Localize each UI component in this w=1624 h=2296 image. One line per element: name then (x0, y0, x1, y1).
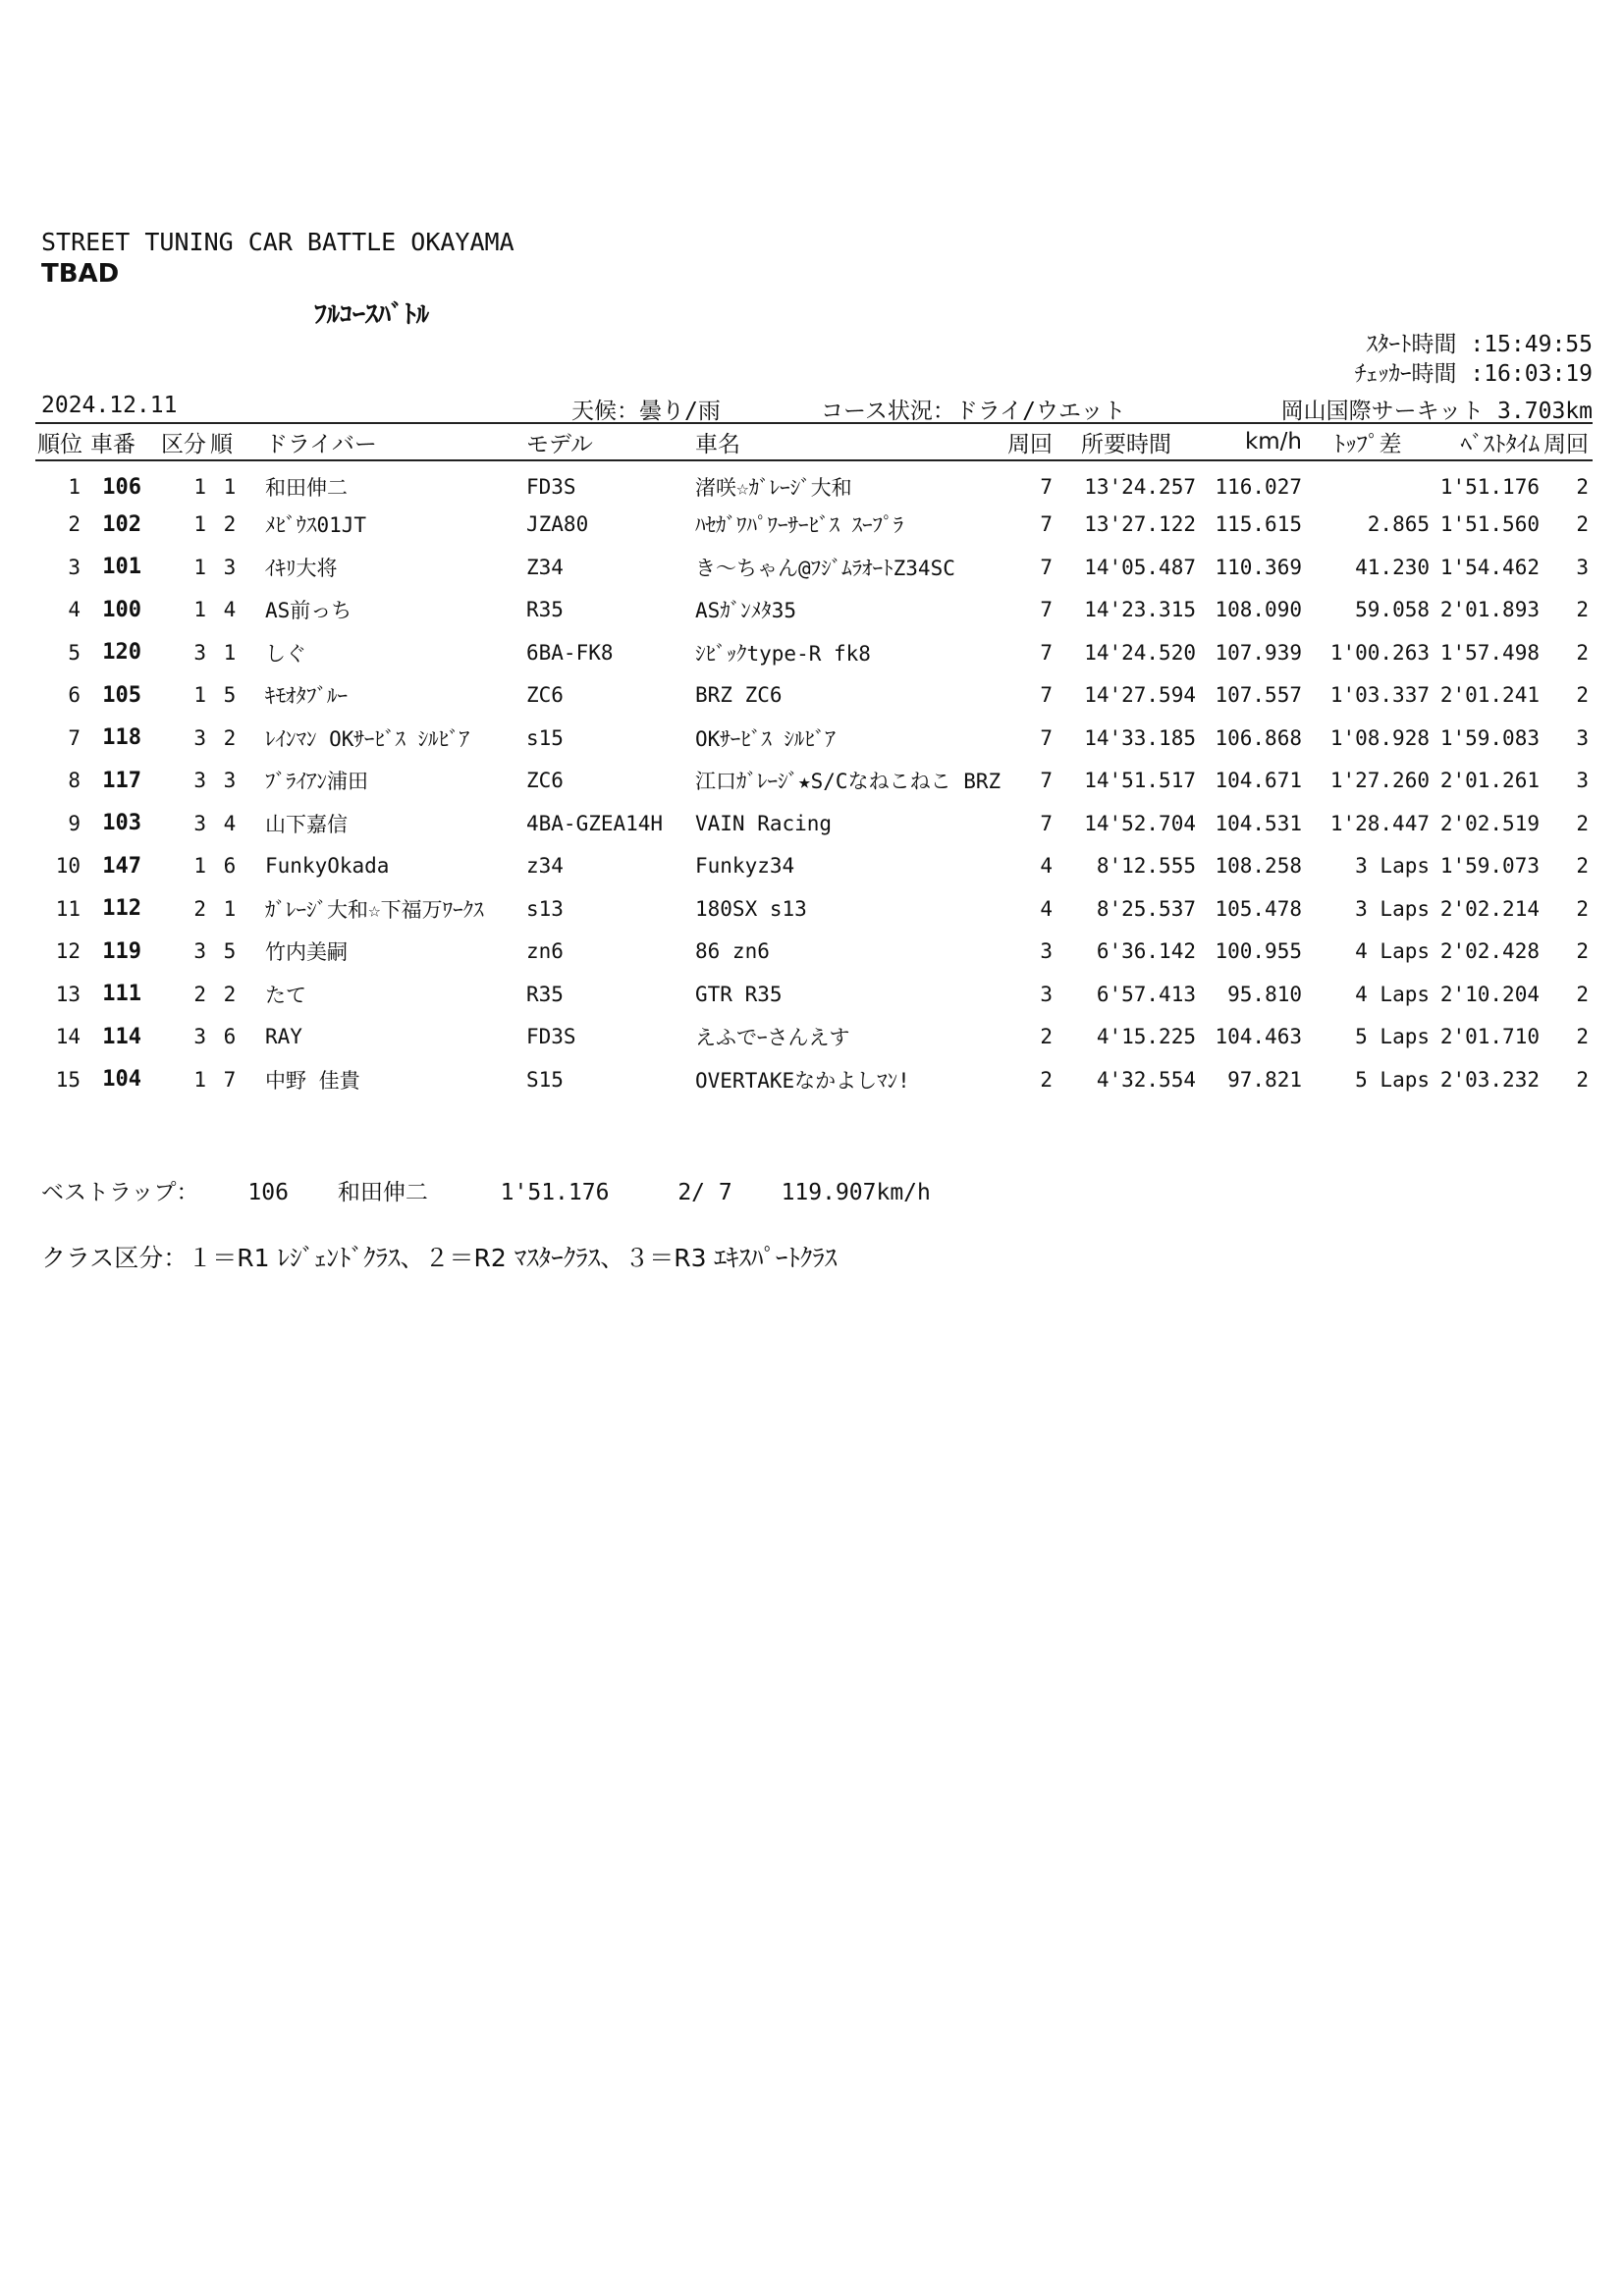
cell-best-time: 2'01.710 (1439, 1025, 1540, 1049)
cell-model: ZC6 (526, 683, 564, 708)
cell-model: S15 (526, 1067, 564, 1092)
table-row (35, 1058, 1593, 1101)
event-title: STREET TUNING CAR BATTLE OKAYAMA (41, 228, 514, 256)
cell-car-number: 112 (102, 896, 141, 922)
cell-laps: 7 (1040, 683, 1053, 708)
table-row (35, 760, 1593, 803)
cell-pos: 3 (68, 555, 81, 579)
cell-pos: 6 (68, 683, 81, 708)
table-row (35, 845, 1593, 888)
cell-class: 1 (193, 512, 206, 537)
cell-pos: 4 (68, 598, 81, 622)
cell-laps: 7 (1040, 598, 1053, 622)
cell-total-time: 14'33.185 (1084, 725, 1196, 750)
col-laps: 周回 (1005, 423, 1055, 460)
cell-car-number: 103 (102, 811, 141, 836)
cell-speed: 100.955 (1215, 939, 1302, 964)
cell-gap: 1'00.263 (1329, 640, 1430, 665)
cell-gap: 5 Laps (1355, 1067, 1430, 1092)
cell-total-time: 6'36.142 (1096, 939, 1196, 964)
cell-car-number: 104 (102, 1067, 141, 1093)
cell-car-name: えふでｰさんえす (695, 1026, 850, 1050)
cell-speed: 110.369 (1215, 555, 1302, 579)
cell-model: JZA80 (526, 512, 589, 537)
col-speed: km/h (1198, 423, 1304, 460)
cell-car-name: GTR R35 (695, 982, 783, 1006)
cell-speed: 107.939 (1215, 640, 1302, 665)
cell-gap: 3 Laps (1355, 896, 1430, 921)
cell-pos: 7 (68, 725, 81, 750)
cell-best-time: 1'54.462 (1439, 555, 1540, 579)
cell-class-position: 4 (223, 811, 237, 835)
cell-speed: 97.821 (1227, 1067, 1302, 1092)
col-position: 順位 (35, 423, 82, 460)
cell-car-name: ｼﾋﾞｯｸtype-R fk8 (695, 641, 871, 666)
cell-best-lap: 2 (1576, 598, 1589, 622)
cell-class: 1 (193, 1067, 206, 1092)
cell-driver: ﾒﾋﾞｳｽ01JT (265, 513, 367, 538)
cell-class: 1 (193, 475, 206, 500)
col-class-position: 順 (208, 423, 251, 460)
cell-best-time: 2'03.232 (1439, 1067, 1540, 1092)
table-row (35, 546, 1593, 589)
cell-gap: 1'28.447 (1329, 811, 1430, 835)
cell-car-name: Funkyz34 (695, 854, 795, 879)
cell-car-name: 渚咲☆ｶﾞﾚｰｼﾞ大和 (695, 476, 852, 501)
cell-total-time: 14'51.517 (1084, 769, 1196, 793)
race-date: 2024.12.11 (41, 393, 178, 418)
cell-speed: 115.615 (1215, 512, 1302, 537)
cell-pos: 8 (68, 769, 81, 793)
cell-total-time: 13'27.122 (1084, 512, 1196, 537)
best-lap-car: 106 (247, 1180, 289, 1205)
cell-best-lap: 3 (1576, 725, 1589, 750)
cell-speed: 107.557 (1215, 683, 1302, 708)
cell-best-lap: 2 (1576, 640, 1589, 665)
cell-model: ZC6 (526, 769, 564, 793)
best-lap-driver: 和田伸二 (337, 1180, 428, 1205)
cell-best-lap: 2 (1576, 1067, 1589, 1092)
cell-driver: ｲｷﾘ大将 (265, 556, 338, 580)
cell-car-number: 147 (102, 853, 141, 879)
cell-driver: 山下嘉信 (265, 812, 348, 836)
cell-laps: 2 (1040, 1067, 1053, 1092)
cell-pos: 2 (68, 512, 81, 537)
cell-car-name: VAIN Racing (695, 811, 833, 835)
cell-car-name: き～ちゃん@ﾌｼﾞﾑﾗｵｰﾄZ34SC (695, 556, 955, 580)
cell-speed: 105.478 (1215, 896, 1302, 921)
table-row (35, 589, 1593, 632)
cell-laps: 3 (1040, 939, 1053, 964)
cell-class-position: 2 (223, 982, 237, 1006)
col-car-name: 車名 (693, 423, 1005, 460)
race-name: ﾌﾙｺｰｽﾊﾞﾄﾙ (314, 300, 430, 330)
class-note: クラス区分：１＝R1 ﾚｼﾞｪﾝﾄﾞｸﾗｽ、２＝R2 ﾏｽﾀｰｸﾗｽ、３＝R3 ｴｷｽﾊﾟｰﾄｸﾗｽ (41, 1244, 838, 1272)
cell-pos: 12 (55, 939, 81, 964)
circuit-name: 岡山国際サーキット 3.703km (1280, 399, 1593, 424)
cell-speed: 104.531 (1215, 811, 1302, 835)
cell-total-time: 6'57.413 (1096, 982, 1196, 1006)
cell-laps: 3 (1040, 982, 1053, 1006)
col-class: 区分 (143, 423, 208, 460)
col-best-lap: 周回 (1542, 423, 1593, 460)
cell-gap: 2.865 (1367, 512, 1430, 537)
col-model: モデル (524, 423, 693, 460)
results-table (35, 422, 1593, 1101)
session-times (1355, 330, 1593, 389)
cell-class: 3 (193, 1025, 206, 1049)
best-lap-lap: 2/ 7 (677, 1180, 732, 1205)
cell-model: 4BA-GZEA14H (526, 811, 664, 835)
cell-laps: 4 (1040, 896, 1053, 921)
cell-best-lap: 2 (1576, 1025, 1589, 1049)
cell-gap: 1'03.337 (1329, 683, 1430, 708)
cell-total-time: 4'15.225 (1096, 1025, 1196, 1049)
cell-driver: たて (265, 983, 306, 1007)
cell-driver: ｷﾓｵﾀﾌﾞﾙｰ (265, 684, 348, 709)
cell-model: zn6 (526, 939, 564, 964)
best-lap-label: ベストラップ： (41, 1180, 199, 1205)
cell-driver: ｶﾞﾚｰｼﾞ大和☆下福万ﾜｰｸｽ (265, 897, 484, 922)
cell-class-position: 5 (223, 683, 237, 708)
start-time: ｽﾀｰﾄ時間 :15:49:55 (1366, 332, 1593, 357)
cell-class-position: 2 (223, 512, 237, 537)
cell-gap: 4 Laps (1355, 939, 1430, 964)
table-header-row (35, 423, 1593, 460)
weather: 天候：曇り/雨 (571, 399, 721, 424)
cell-car-number: 120 (102, 640, 141, 666)
cell-car-number: 100 (102, 597, 141, 622)
cell-best-time: 1'51.560 (1439, 512, 1540, 537)
cell-class-position: 6 (223, 1025, 237, 1049)
cell-class-position: 4 (223, 598, 237, 622)
table-row (35, 674, 1593, 718)
cell-best-lap: 2 (1576, 939, 1589, 964)
cell-model: s13 (526, 896, 564, 921)
best-lap-speed: 119.907km/h (781, 1180, 931, 1205)
best-lap-line (41, 1174, 966, 1206)
cell-total-time: 14'05.487 (1084, 555, 1196, 579)
cell-gap: 5 Laps (1355, 1025, 1430, 1049)
cell-class: 3 (193, 939, 206, 964)
table-row (35, 631, 1593, 674)
cell-driver: AS前っち (265, 599, 352, 623)
cell-best-time: 1'59.083 (1439, 725, 1540, 750)
cell-best-time: 2'10.204 (1439, 982, 1540, 1006)
col-gap: ﾄｯﾌﾟ差 (1304, 423, 1432, 460)
table-row (35, 1016, 1593, 1059)
cell-class: 1 (193, 598, 206, 622)
series-name: TBAD (41, 259, 120, 289)
cell-total-time: 4'32.554 (1096, 1067, 1196, 1092)
cell-driver: ﾚｲﾝﾏﾝ OKｻｰﾋﾞｽ ｼﾙﾋﾞｱ (265, 726, 470, 751)
cell-model: FD3S (526, 1025, 576, 1049)
col-driver: ドライバー (251, 423, 524, 460)
best-lap-time: 1'51.176 (500, 1180, 610, 1205)
cell-class-position: 1 (223, 896, 237, 921)
cell-driver: RAY (265, 1025, 302, 1049)
cell-car-name: ﾊｾｶﾞﾜﾊﾟﾜｰｻｰﾋﾞｽ ｽｰﾌﾟﾗ (695, 513, 904, 538)
cell-class: 3 (193, 725, 206, 750)
cell-driver: FunkyOkada (265, 854, 390, 879)
cell-class: 2 (193, 896, 206, 921)
cell-best-lap: 3 (1576, 769, 1589, 793)
cell-laps: 7 (1040, 555, 1053, 579)
cell-model: s15 (526, 725, 564, 750)
cell-model: Z34 (526, 555, 564, 579)
cell-best-lap: 2 (1576, 811, 1589, 835)
cell-total-time: 14'27.594 (1084, 683, 1196, 708)
cell-class-position: 1 (223, 640, 237, 665)
cell-total-time: 14'23.315 (1084, 598, 1196, 622)
cell-gap: 59.058 (1355, 598, 1430, 622)
cell-best-lap: 2 (1576, 896, 1589, 921)
table-row (35, 887, 1593, 931)
cell-speed: 104.671 (1215, 769, 1302, 793)
cell-best-lap: 2 (1576, 683, 1589, 708)
cell-car-name: 86 zn6 (695, 939, 770, 964)
cell-class: 1 (193, 555, 206, 579)
cell-laps: 7 (1040, 725, 1053, 750)
info-line (41, 393, 1593, 424)
cell-pos: 10 (55, 854, 81, 879)
table-row (35, 973, 1593, 1016)
col-total-time: 所要時間 (1055, 423, 1198, 460)
cell-best-time: 1'59.073 (1439, 854, 1540, 879)
cell-gap: 1'27.260 (1329, 769, 1430, 793)
cell-car-name: OKｻｰﾋﾞｽ ｼﾙﾋﾞｱ (695, 726, 836, 751)
cell-best-lap: 2 (1576, 475, 1589, 500)
cell-class: 1 (193, 854, 206, 879)
cell-class: 3 (193, 811, 206, 835)
cell-speed: 116.027 (1215, 475, 1302, 500)
cell-laps: 7 (1040, 811, 1053, 835)
table-row (35, 802, 1593, 845)
cell-car-name: ASｶﾞﾝﾒﾀ35 (695, 599, 797, 623)
cell-car-number: 119 (102, 938, 141, 964)
cell-best-time: 2'02.428 (1439, 939, 1540, 964)
cell-best-time: 2'01.261 (1439, 769, 1540, 793)
col-best-time: ﾍﾞｽﾄﾀｲﾑ (1432, 423, 1542, 460)
cell-pos: 9 (68, 811, 81, 835)
cell-total-time: 8'12.555 (1096, 854, 1196, 879)
cell-laps: 7 (1040, 475, 1053, 500)
table-row (35, 931, 1593, 974)
cell-best-time: 1'51.176 (1439, 475, 1540, 500)
cell-total-time: 14'24.520 (1084, 640, 1196, 665)
cell-car-number: 111 (102, 982, 141, 1007)
cell-car-number: 106 (102, 474, 141, 500)
cell-car-number: 105 (102, 682, 141, 708)
cell-driver: 竹内美嗣 (265, 940, 348, 965)
cell-class-position: 1 (223, 475, 237, 500)
cell-class-position: 3 (223, 555, 237, 579)
cell-car-number: 101 (102, 555, 141, 580)
cell-model: 6BA-FK8 (526, 640, 614, 665)
cell-best-time: 2'02.214 (1439, 896, 1540, 921)
cell-speed: 95.810 (1227, 982, 1302, 1006)
cell-class-position: 3 (223, 769, 237, 793)
cell-pos: 5 (68, 640, 81, 665)
cell-driver: ﾌﾞﾗｲｱﾝ浦田 (265, 770, 368, 794)
cell-car-name: 江口ｶﾞﾚｰｼﾞ★S/Cなねこねこ BRZ (695, 770, 1001, 794)
cell-best-time: 2'01.893 (1439, 598, 1540, 622)
cell-class: 3 (193, 640, 206, 665)
cell-model: FD3S (526, 475, 576, 500)
table-row (35, 504, 1593, 547)
cell-car-number: 114 (102, 1024, 141, 1049)
cell-speed: 104.463 (1215, 1025, 1302, 1049)
cell-laps: 7 (1040, 512, 1053, 537)
table-row (35, 460, 1593, 504)
cell-speed: 108.258 (1215, 854, 1302, 879)
cell-best-time: 2'01.241 (1439, 683, 1540, 708)
cell-pos: 14 (55, 1025, 81, 1049)
col-car-number: 車番 (82, 423, 143, 460)
cell-car-name: BRZ ZC6 (695, 683, 783, 708)
cell-pos: 15 (55, 1067, 81, 1092)
cell-pos: 11 (55, 896, 81, 921)
cell-car-number: 117 (102, 768, 141, 793)
cell-driver: 中野 佳貴 (265, 1068, 360, 1093)
cell-gap: 41.230 (1355, 555, 1430, 579)
cell-class: 2 (193, 982, 206, 1006)
cell-speed: 108.090 (1215, 598, 1302, 622)
cell-best-time: 2'02.519 (1439, 811, 1540, 835)
cell-gap: 4 Laps (1355, 982, 1430, 1006)
cell-gap (1304, 460, 1432, 504)
cell-car-number: 102 (102, 511, 141, 537)
cell-model: z34 (526, 854, 564, 879)
cell-laps: 2 (1040, 1025, 1053, 1049)
cell-total-time: 13'24.257 (1084, 475, 1196, 500)
cell-gap: 3 Laps (1355, 854, 1430, 879)
cell-model: R35 (526, 982, 564, 1006)
cell-gap: 1'08.928 (1329, 725, 1430, 750)
cell-class-position: 2 (223, 725, 237, 750)
cell-total-time: 8'25.537 (1096, 896, 1196, 921)
checker-time: ﾁｪｯｶｰ時間 :16:03:19 (1355, 361, 1593, 387)
cell-class-position: 7 (223, 1067, 237, 1092)
cell-car-name: 180SX s13 (695, 896, 807, 921)
cell-class-position: 5 (223, 939, 237, 964)
cell-class: 3 (193, 769, 206, 793)
cell-laps: 4 (1040, 854, 1053, 879)
cell-class: 1 (193, 683, 206, 708)
course-condition: コース状況：ドライ/ウエット (821, 399, 1126, 424)
cell-pos: 13 (55, 982, 81, 1006)
cell-best-time: 1'57.498 (1439, 640, 1540, 665)
cell-driver: しぐ (265, 641, 306, 666)
cell-best-lap: 3 (1576, 555, 1589, 579)
cell-laps: 7 (1040, 769, 1053, 793)
cell-best-lap: 2 (1576, 982, 1589, 1006)
results-body (35, 460, 1593, 1101)
cell-pos: 1 (68, 475, 81, 500)
cell-driver: 和田伸二 (265, 476, 348, 501)
cell-class-position: 6 (223, 854, 237, 879)
cell-best-lap: 2 (1576, 512, 1589, 537)
cell-car-name: OVERTAKEなかよしﾏﾝ! (695, 1068, 910, 1093)
cell-speed: 106.868 (1215, 725, 1302, 750)
cell-laps: 7 (1040, 640, 1053, 665)
cell-total-time: 14'52.704 (1084, 811, 1196, 835)
cell-model: R35 (526, 598, 564, 622)
table-row (35, 717, 1593, 760)
cell-best-lap: 2 (1576, 854, 1589, 879)
cell-car-number: 118 (102, 725, 141, 751)
